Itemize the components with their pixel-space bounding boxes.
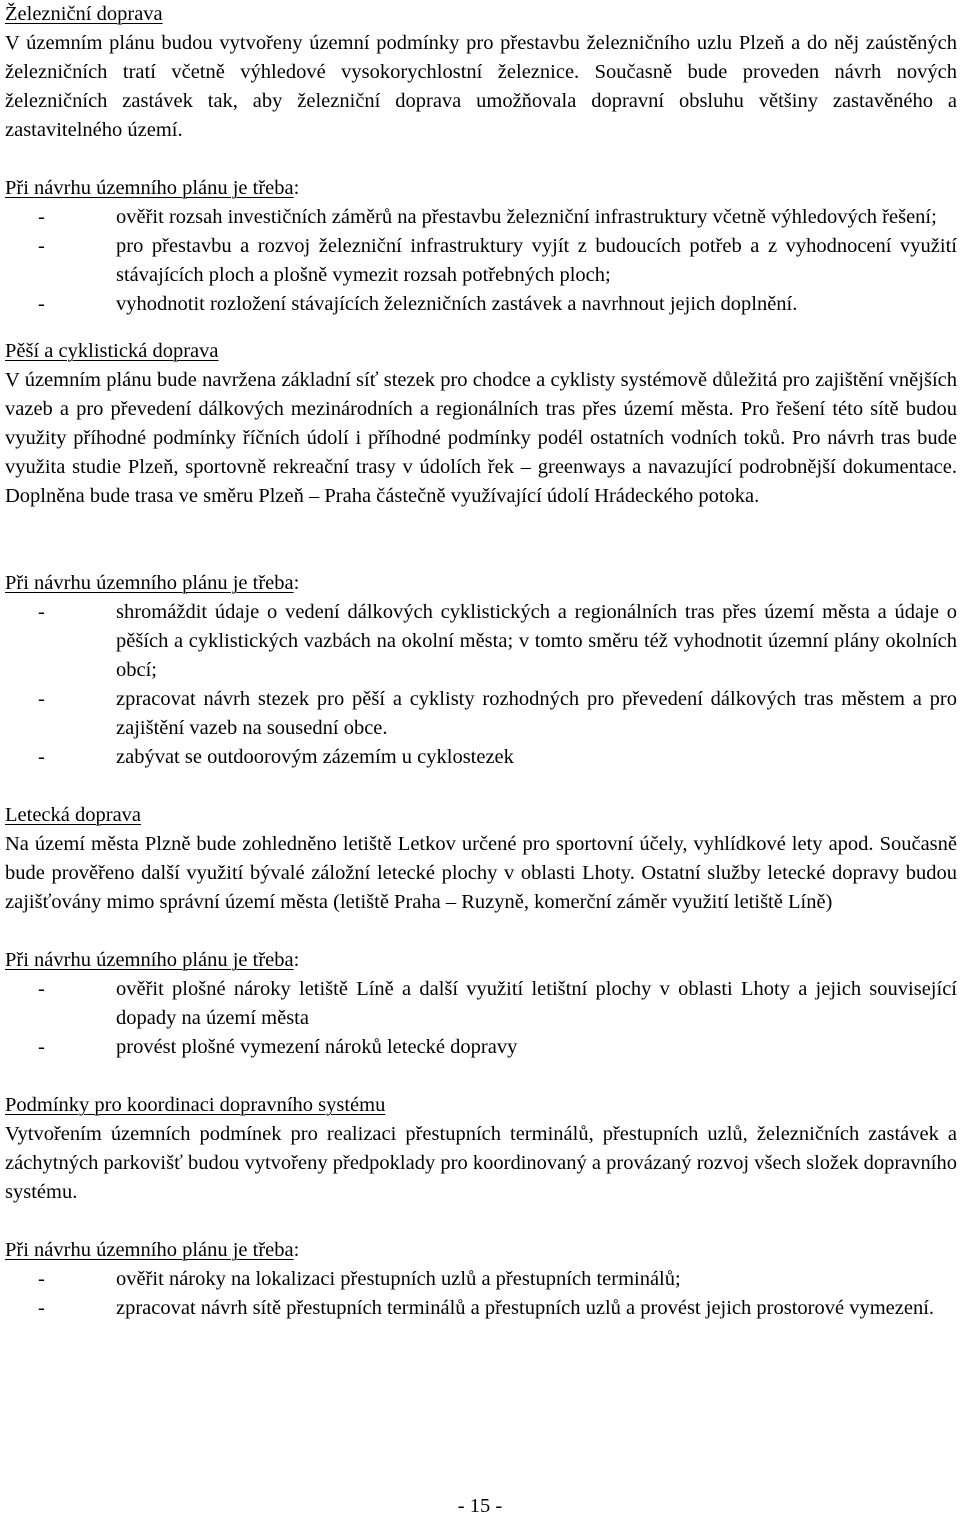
section-rail	[5, 0, 957, 319]
rail-requirements-list	[5, 203, 957, 319]
air-requirements-list	[5, 975, 957, 1062]
list-item: - zpracovat návrh sítě přestupních terminálů a přestupních uzlů a provést jejich prostorové vymezení.	[38, 1297, 935, 1319]
cycling-paragraph: V územním plánu bude navržena základní síť stezek pro chodce a cyklisty systémově důležitá pro zajištění vnějších vazeb a pro převedení dálkových mezinárodních a regionálních tras přes území města. Pro řešení této sítě budou využity příhodné podmínky říčních údolí i příhodné podmínky podél ostatních vodních toků. Pro návrh tras bude využita studie Plzeň, sportovně rekreační trasy v údolích řek – greenways a navazující podrobnější dokumentace. Doplněna bude trasa ve směru Plzeň – Praha částečně využívající údolí Hrádeckého potoka.	[5, 369, 957, 507]
air-paragraph: Na území města Plzně bude zohledněno letiště Letkov určené pro sportovní účely, vyhlídkové lety apod. Současně bude prověřeno další využití bývalé záložní letecké plochy v oblasti Lhoty. Ostatní služby letecké dopravy budou zajišťovány mimo správní území města (letiště Praha – Ruzyně, komerční záměr využití letiště Líně)	[5, 833, 957, 913]
list-item: - ověřit plošné nároky letiště Líně a další využití letištní plochy v oblasti Lhoty a jejich související dopady na území města	[38, 978, 957, 1029]
coordination-heading: Podmínky pro koordinaci dopravního systému	[5, 1094, 386, 1116]
cycling-requirements-list	[5, 598, 957, 772]
list-item: - vyhodnotit rozložení stávajících železničních zastávek a navrhnout jejich doplnění.	[38, 293, 798, 315]
list-item: - zabývat se outdoorovým zázemím u cyklostezek	[38, 746, 514, 768]
cycling-heading: Pěší a cyklistická doprava	[5, 340, 219, 362]
rail-heading: Železniční doprava	[5, 3, 163, 25]
section-coordination	[5, 1091, 957, 1323]
list-item: - zpracovat návrh stezek pro pěší a cyklisty rozhodných pro převedení dálkových tras městem a pro zajištění vazeb na sousední obce.	[38, 688, 957, 739]
section-cycling	[5, 337, 957, 772]
list-item: - provést plošné vymezení nároků letecké dopravy	[38, 1036, 518, 1058]
rail-requirements-label: Při návrhu územního plánu je třeba:	[5, 177, 300, 199]
section-air	[5, 801, 957, 1062]
air-heading: Letecká doprava	[5, 804, 142, 826]
list-item: - ověřit nároky na lokalizaci přestupních uzlů a přestupních terminálů;	[38, 1268, 681, 1290]
list-item: - ověřit rozsah investičních záměrů na přestavbu železniční infrastruktury včetně výhledových řešení;	[38, 206, 937, 228]
air-requirements-label: Při návrhu územního plánu je třeba:	[5, 949, 300, 971]
coordination-requirements-label: Při návrhu územního plánu je třeba:	[5, 1239, 300, 1261]
coordination-requirements-list	[5, 1265, 957, 1323]
page-number: - 15 -	[457, 1495, 503, 1517]
coordination-paragraph: Vytvořením územních podmínek pro realizaci přestupních terminálů, přestupních uzlů, železničních zastávek a záchytných parkovišť budou vytvořeny předpoklady pro koordinovaný a provázaný rozvoj všech složek dopravního systému.	[5, 1123, 957, 1203]
rail-paragraph: V územním plánu budou vytvořeny územní podmínky pro přestavbu železničního uzlu Plzeň a do něj zaústěných železničních tratí včetně výhledové vysokorychlostní železnice. Současně bude proveden návrh nových železničních zastávek tak, aby železniční doprava umožňovala dopravní obsluhu většiny zastavěného a zastavitelného území.	[5, 32, 957, 141]
list-item: - shromáždit údaje o vedení dálkových cyklistických a regionálních tras přes území města a údaje o pěších a cyklistických vazbách na okolní města; v tomto směru též vyhodnotit územní plány okolních obcí;	[38, 601, 957, 681]
list-item: - pro přestavbu a rozvoj železniční infrastruktury vyjít z budoucích potřeb a z vyhodnocení využití stávajících ploch a plošně vymezit rozsah potřebných ploch;	[38, 235, 957, 286]
cycling-requirements-label: Při návrhu územního plánu je třeba:	[5, 572, 300, 594]
document-page	[5, 0, 957, 1323]
